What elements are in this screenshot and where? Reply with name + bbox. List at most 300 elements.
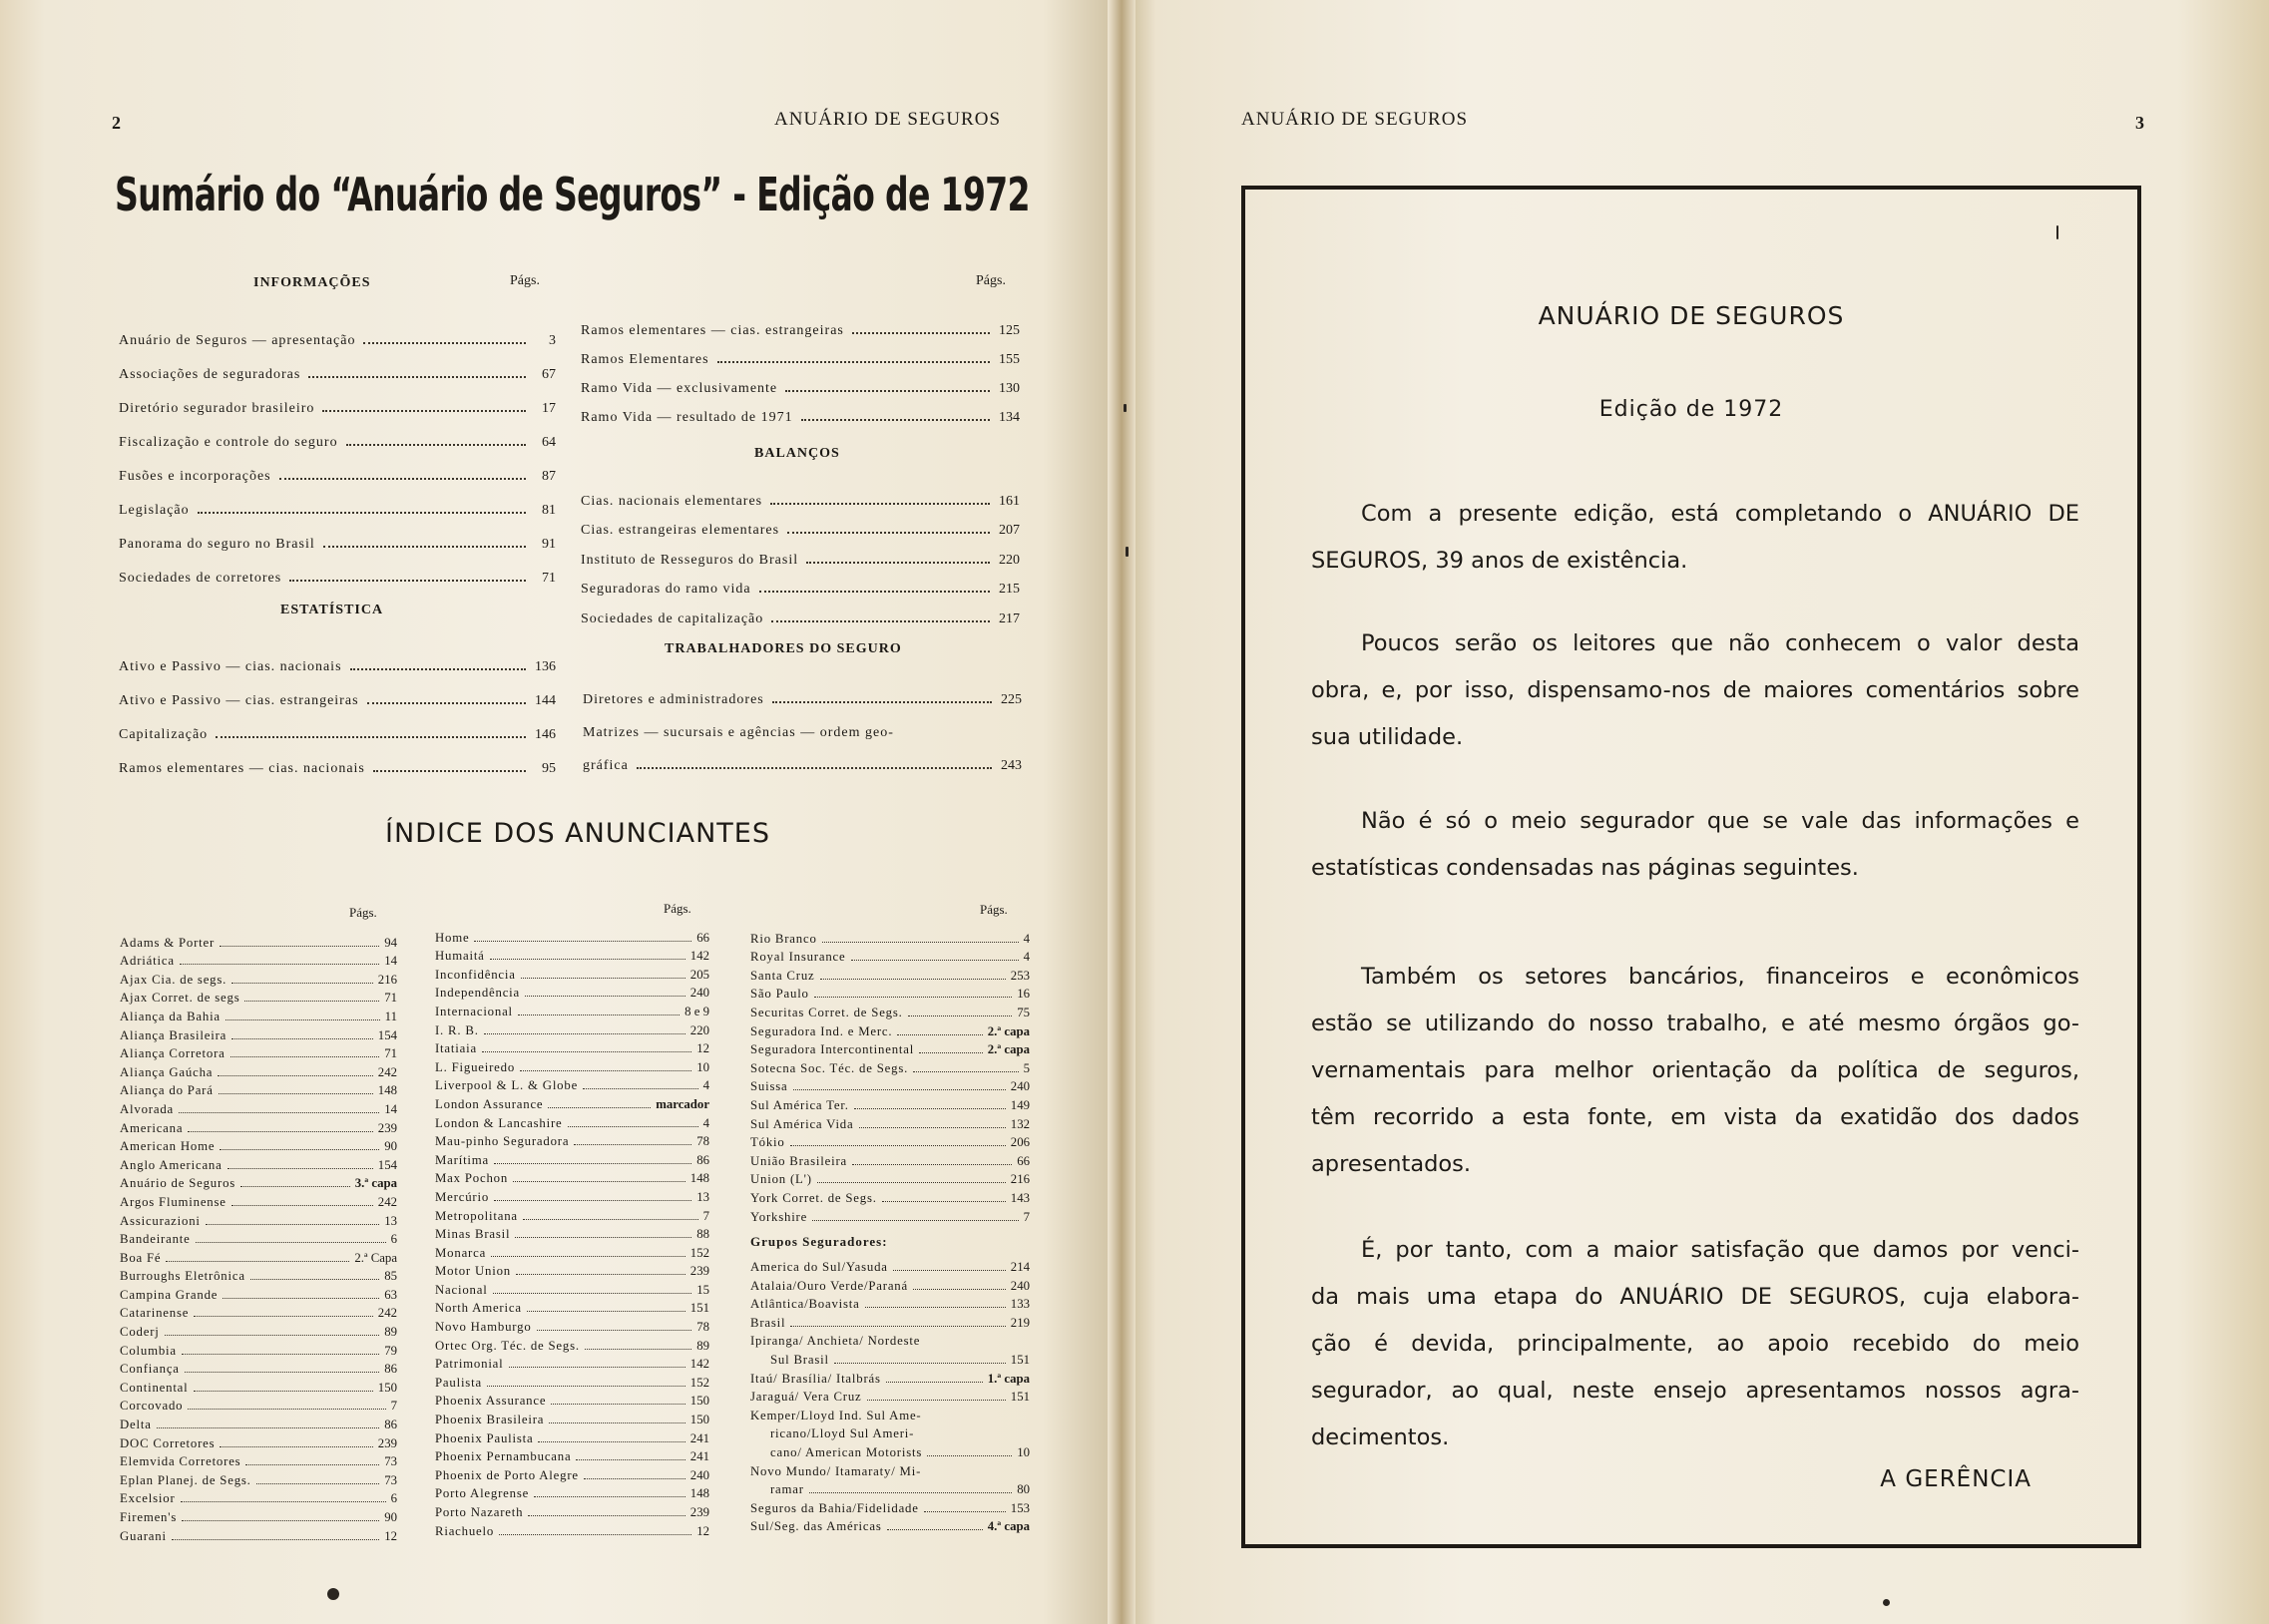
index-entry-label: Phoenix Assurance — [435, 1394, 547, 1409]
paragraph-line: SEGUROS, 39 anos de existência. — [1311, 548, 1688, 574]
toc-entry-label: Ramos elementares — cias. nacionais — [119, 761, 365, 776]
index-entry-page: 13 — [696, 1189, 709, 1204]
toc-entry — [581, 598, 1020, 627]
toc-entry-page: 125 — [999, 323, 1020, 338]
index-entry — [120, 932, 397, 951]
dot-leader — [886, 1382, 983, 1383]
dot-leader — [223, 1298, 379, 1299]
toc-entry-label: gráfica — [583, 758, 629, 773]
dot-leader — [219, 1093, 373, 1094]
dot-leader — [350, 667, 526, 670]
index-entry — [435, 1131, 709, 1150]
dot-leader — [770, 502, 990, 505]
index-entry-page: 142 — [689, 949, 709, 964]
index-entry-label: Aliança Brasileira — [120, 1027, 227, 1042]
dot-leader — [865, 1307, 1006, 1308]
index-entry — [750, 1076, 1030, 1095]
index-entry-page: 4 — [1023, 950, 1030, 965]
index-entry — [750, 1423, 1030, 1442]
toc-entry-label: Seguradoras do ramo vida — [581, 582, 751, 597]
index-entry-label: Max Pochon — [435, 1171, 509, 1186]
index-entry-label: Porto Alegrense — [435, 1486, 530, 1501]
index-entry-label: Boa Fé — [120, 1250, 162, 1265]
toc-entry-page: 144 — [535, 693, 556, 708]
index-entry-page: 78 — [696, 1134, 709, 1149]
paragraph-line: Poucos serão os leitores que não conhecem o valor desta — [1361, 630, 2079, 656]
index-entry-label: Sul/Seg. das Américas — [750, 1519, 882, 1534]
paragraph-line: têm recorrido a esta fonte, em vista da exatidão dos dados — [1311, 1104, 2079, 1130]
index-entry-label: I. R. B. — [435, 1022, 479, 1037]
index-entry — [435, 1112, 709, 1131]
index-entry-label: Phoenix Paulista — [435, 1430, 534, 1445]
running-head-left: ANUÁRIO DE SEGUROS — [774, 109, 1002, 130]
paragraph-line: estão se utilizando do nosso trabalho, e até mesmo órgãos go- — [1311, 1011, 2079, 1036]
index-entry-page: 89 — [384, 1325, 397, 1340]
index-entry — [435, 964, 709, 983]
index-entry-label: ramar — [770, 1482, 804, 1497]
index-entry-label: Anuário de Seguros — [120, 1176, 236, 1191]
index-entry-label: Patrimonial — [435, 1357, 504, 1372]
index-entry — [120, 1488, 397, 1507]
dot-leader — [538, 1441, 684, 1442]
index-entry — [435, 1427, 709, 1446]
dot-leader — [182, 1520, 379, 1521]
dot-leader — [363, 341, 526, 344]
index-entry-page: 2.ª capa — [987, 1023, 1030, 1038]
toc-entry — [581, 339, 1020, 368]
index-entry — [435, 1279, 709, 1298]
toc-entry — [119, 315, 556, 349]
index-entry — [750, 1275, 1030, 1294]
index-entry-label: cano/ American Motorists — [770, 1445, 923, 1460]
dot-leader — [166, 1261, 349, 1262]
toc-entry-label: Fusões e incorporações — [119, 469, 271, 484]
index-entry-page: 219 — [1010, 1315, 1030, 1330]
dot-leader — [919, 1052, 983, 1053]
index-entry-page: 7 — [702, 1208, 709, 1223]
index-entry-label: Seguradora Intercontinental — [750, 1042, 915, 1057]
toc-entry — [119, 709, 556, 743]
index-entry — [435, 1520, 709, 1539]
page-title: Sumário do “Anuário de Seguros” - Edição de 1972 — [115, 168, 1030, 221]
index-entry-page: 78 — [696, 1320, 709, 1335]
index-entry-label: Rio Branco — [750, 931, 817, 946]
indice-column-2 — [435, 927, 709, 1539]
index-entry — [750, 1206, 1030, 1225]
index-entry-page: 15 — [696, 1282, 709, 1297]
index-entry-page: 153 — [1010, 1500, 1030, 1515]
toc-entry-page: 91 — [542, 537, 556, 552]
frame-title: ANUÁRIO DE SEGUROS — [1538, 301, 1845, 330]
index-entry-label: Anglo Americana — [120, 1157, 223, 1172]
dot-leader — [487, 1386, 685, 1387]
dot-leader — [367, 701, 526, 704]
dot-leader — [854, 1108, 1006, 1109]
index-entry-page: 241 — [689, 1449, 709, 1464]
index-entry-page: 90 — [384, 1510, 397, 1524]
book-gutter — [1108, 0, 1135, 1624]
index-entry-label: Motor Union — [435, 1264, 511, 1279]
toc-entry-page: 130 — [999, 381, 1020, 396]
dot-leader — [548, 1107, 651, 1108]
index-entry — [435, 946, 709, 965]
index-entry-page: 2.ª capa — [987, 1042, 1030, 1057]
index-entry-label: Corcovado — [120, 1399, 184, 1414]
index-entry-label: Argos Fluminense — [120, 1194, 227, 1209]
index-entry — [435, 1242, 709, 1261]
trabalhadores-list — [583, 675, 1022, 774]
toc-entry-label: Sociedades de corretores — [119, 571, 282, 586]
dot-leader — [551, 1404, 684, 1405]
toc-entry — [581, 539, 1020, 569]
index-entry-label: Minas Brasil — [435, 1227, 511, 1242]
dot-leader — [637, 766, 992, 769]
index-entry-page: 239 — [377, 1120, 397, 1135]
index-entry-page: 94 — [384, 935, 397, 950]
index-entry — [120, 1191, 397, 1210]
index-entry-page: 241 — [689, 1430, 709, 1445]
dot-leader — [206, 1224, 379, 1225]
toc-entry-page: 87 — [542, 469, 556, 484]
dot-leader — [172, 1539, 379, 1540]
dot-leader — [537, 1330, 692, 1331]
index-entry-label: Sotecna Soc. Téc. de Segs. — [750, 1060, 909, 1075]
dot-leader — [245, 1464, 379, 1465]
toc-entry-page: 136 — [535, 659, 556, 674]
index-entry-page: 73 — [384, 1472, 397, 1487]
toc-entry-label: Fiscalização e controle do seguro — [119, 435, 338, 450]
index-entry-page: 10 — [696, 1059, 709, 1074]
dot-leader — [549, 1422, 685, 1423]
index-entry — [750, 1002, 1030, 1020]
dot-leader — [499, 1534, 691, 1535]
dot-leader — [924, 1511, 1006, 1512]
indice-column-1 — [120, 932, 397, 1544]
index-entry-page: 75 — [1017, 1005, 1030, 1019]
index-entry — [750, 965, 1030, 984]
index-entry-page: 151 — [1010, 1390, 1030, 1405]
dot-leader — [568, 1126, 698, 1127]
index-entry-label: Mau-pinho Seguradora — [435, 1134, 570, 1149]
dot-leader — [231, 1205, 373, 1206]
index-entry-page: 73 — [384, 1454, 397, 1469]
index-entry — [435, 1335, 709, 1354]
ramos-list — [581, 310, 1020, 426]
pags-label: Págs. — [976, 273, 1006, 288]
toc-entry-page: 161 — [999, 493, 1020, 509]
toc-entry-label: Associações de seguradoras — [119, 367, 301, 382]
index-entry-label: Novo Mundo/ Itamaraty/ Mi- — [750, 1463, 922, 1478]
index-entry-label: Santa Cruz — [750, 968, 815, 983]
dot-leader — [801, 418, 990, 421]
index-entry — [750, 1460, 1030, 1479]
toc-entry-page: 67 — [542, 367, 556, 382]
dot-leader — [256, 1483, 380, 1484]
index-entry-label: Jaraguá/ Vera Cruz — [750, 1390, 862, 1405]
index-entry-label: Seguros da Bahia/Fidelidade — [750, 1500, 919, 1515]
dot-leader — [790, 1145, 1006, 1146]
index-entry — [435, 1316, 709, 1335]
dot-leader — [834, 1363, 1006, 1364]
toc-entry-page: 71 — [542, 571, 556, 586]
index-entry-label: Sul Brasil — [770, 1353, 829, 1368]
index-entry-label: Kemper/Lloyd Ind. Sul Ame- — [750, 1408, 922, 1422]
index-entry — [120, 1359, 397, 1378]
dot-leader — [793, 1089, 1006, 1090]
index-entry-label: Aliança Corretora — [120, 1046, 226, 1061]
index-entry-label: America do Sul/Yasuda — [750, 1260, 888, 1275]
paragraph-line: Não é só o meio segurador que se vale das informações e — [1361, 808, 2079, 834]
index-entry-page: 12 — [384, 1528, 397, 1543]
index-entry-page: 148 — [377, 1083, 397, 1098]
toc-entry — [119, 451, 556, 485]
index-entry-label: Home — [435, 930, 470, 945]
index-entry — [750, 1132, 1030, 1151]
index-entry — [435, 1391, 709, 1410]
index-entry-page: 66 — [696, 930, 709, 945]
toc-entry-label: Cias. estrangeiras elementares — [581, 523, 780, 538]
index-entry-page: 143 — [1010, 1190, 1030, 1205]
index-entry-label: Liverpool & L. & Globe — [435, 1078, 579, 1093]
index-entry — [750, 947, 1030, 966]
index-entry — [120, 1469, 397, 1488]
index-entry-page: 240 — [1010, 1278, 1030, 1293]
index-entry-page: 16 — [1017, 987, 1030, 1002]
index-entry-label: Phoenix de Porto Alegre — [435, 1467, 579, 1482]
index-entry-label: Coderj — [120, 1325, 160, 1340]
index-entry-page: 151 — [1010, 1353, 1030, 1368]
index-entry-label: Firemen's — [120, 1510, 178, 1524]
estatistica-list — [119, 641, 556, 777]
toc-entry-label: Diretório segurador brasileiro — [119, 401, 315, 416]
dot-leader — [373, 769, 526, 772]
running-head-right: ANUÁRIO DE SEGUROS — [1241, 109, 1469, 130]
dot-leader — [520, 1070, 691, 1071]
toc-entry-page: 146 — [535, 727, 556, 742]
dot-leader — [323, 545, 526, 548]
dot-leader — [279, 477, 526, 480]
index-entry-label: Internacional — [435, 1004, 513, 1018]
index-entry-page: 4 — [702, 1115, 709, 1130]
index-entry-label: Ipiranga/ Anchieta/ Nordeste — [750, 1334, 921, 1349]
index-entry — [120, 1396, 397, 1415]
index-entry-page: 2.ª Capa — [354, 1250, 397, 1265]
dot-leader — [913, 1289, 1006, 1290]
index-entry — [120, 1303, 397, 1322]
index-entry — [750, 1368, 1030, 1387]
index-entry — [120, 1154, 397, 1173]
index-entry-label: Continental — [120, 1380, 189, 1395]
trabalhadores-heading: TRABALHADORES DO SEGURO — [665, 641, 902, 656]
index-entry — [750, 1020, 1030, 1039]
index-entry-label: York Corret. de Segs. — [750, 1190, 877, 1205]
index-entry — [750, 1294, 1030, 1313]
toc-entry-label: Diretores e administradores — [583, 692, 764, 707]
index-entry — [120, 1117, 397, 1136]
index-entry — [750, 1039, 1030, 1058]
dot-leader — [852, 331, 990, 334]
index-entry — [120, 1080, 397, 1099]
dot-leader — [887, 1529, 983, 1530]
index-entry-page: 205 — [689, 967, 709, 982]
dot-leader — [771, 619, 990, 622]
dot-leader — [494, 1200, 691, 1201]
dot-leader — [790, 1326, 1005, 1327]
toc-entry — [119, 675, 556, 709]
dot-leader — [185, 1372, 379, 1373]
index-entry-page: 239 — [377, 1435, 397, 1450]
dot-leader — [196, 1242, 386, 1243]
toc-entry-label: Capitalização — [119, 727, 209, 742]
toc-entry-label: Ativo e Passivo — cias. estrangeiras — [119, 693, 359, 708]
index-entry-page: 86 — [696, 1152, 709, 1167]
index-entry — [120, 1136, 397, 1155]
ink-speck — [1124, 404, 1127, 412]
index-entry-page: 14 — [384, 954, 397, 969]
toc-entry — [119, 485, 556, 519]
index-entry-label: Ortec Org. Téc. de Segs. — [435, 1338, 580, 1353]
dot-leader — [322, 409, 526, 412]
paragraph-line: estatísticas condensadas nas páginas seguintes. — [1311, 855, 1859, 881]
index-entry-page: 253 — [1010, 968, 1030, 983]
index-entry-label: Aliança do Pará — [120, 1083, 214, 1098]
dot-leader — [859, 1127, 1006, 1128]
toc-entry-page: 17 — [542, 401, 556, 416]
index-entry-page: 89 — [696, 1338, 709, 1353]
balancos-heading: BALANÇOS — [754, 446, 840, 461]
dot-leader — [913, 1071, 1018, 1072]
toc-entry-page: 64 — [542, 435, 556, 450]
index-entry-label: Aliança Gaúcha — [120, 1064, 214, 1079]
index-entry — [120, 1321, 397, 1340]
toc-entry — [581, 569, 1020, 599]
dot-leader — [474, 941, 691, 942]
foreword-paragraph — [1311, 954, 2079, 1188]
index-entry-label: North America — [435, 1301, 522, 1316]
dot-leader — [231, 983, 373, 984]
toc-entry-label: Legislação — [119, 503, 190, 518]
toc-entry — [581, 397, 1020, 426]
foreword-frame — [1241, 186, 2141, 1548]
index-entry-label: London & Lancashire — [435, 1115, 563, 1130]
dot-leader — [194, 1316, 373, 1317]
toc-entry-page: 220 — [999, 552, 1020, 568]
index-entry — [750, 1257, 1030, 1276]
index-entry — [750, 1479, 1030, 1498]
index-entry — [435, 1483, 709, 1502]
index-entry-page: 86 — [384, 1418, 397, 1432]
dot-leader — [230, 1056, 380, 1057]
index-entry-page: 154 — [377, 1157, 397, 1172]
index-entry — [120, 1210, 397, 1229]
foreword-paragraph — [1311, 491, 2079, 585]
dot-leader — [490, 959, 685, 960]
paragraph-line: decimentos. — [1311, 1424, 1450, 1450]
index-entry-page: 6 — [390, 1232, 397, 1247]
dot-leader — [515, 1237, 691, 1238]
dot-leader — [852, 1164, 1012, 1165]
index-entry-label: Novo Hamburgo — [435, 1320, 532, 1335]
signature: A GERÊNCIA — [1880, 1466, 2032, 1492]
index-entry-page: 240 — [689, 1467, 709, 1482]
dot-leader — [820, 979, 1006, 980]
index-entry-label: União Brasileira — [750, 1153, 848, 1168]
index-entry-page: 239 — [689, 1264, 709, 1279]
index-entry — [750, 1187, 1030, 1206]
dot-leader — [226, 1019, 380, 1020]
index-entry — [435, 1372, 709, 1391]
index-entry-label: Inconfidência — [435, 967, 516, 982]
index-entry-label: Assicurazioni — [120, 1213, 201, 1228]
index-entry-label: Eplan Planej. de Segs. — [120, 1472, 251, 1487]
index-entry-label: Monarca — [435, 1245, 487, 1260]
index-entry-page: 5 — [1023, 1060, 1030, 1075]
toc-entry-page: 134 — [999, 410, 1020, 425]
index-entry — [750, 1113, 1030, 1132]
index-entry-label: Elemvida Corretores — [120, 1454, 241, 1469]
index-entry-page: 142 — [689, 1357, 709, 1372]
index-entry — [435, 1093, 709, 1112]
index-entry-page: 7 — [1023, 1209, 1030, 1224]
dot-leader — [179, 1112, 379, 1113]
index-entry — [435, 1464, 709, 1483]
index-entry — [120, 1061, 397, 1080]
toc-entry — [119, 349, 556, 383]
page-number-right: 3 — [2135, 113, 2144, 133]
paragraph-line: Também os setores bancários, financeiros e econômicos — [1361, 964, 2079, 990]
index-entry-page: 133 — [1010, 1297, 1030, 1312]
dot-leader — [897, 1034, 982, 1035]
index-entry-page: 242 — [377, 1064, 397, 1079]
index-entry-page: 6 — [390, 1491, 397, 1506]
dot-leader — [513, 1181, 685, 1182]
indice-pags: Págs. — [980, 902, 1008, 917]
index-entry-label: Catarinense — [120, 1306, 190, 1321]
index-entry — [435, 1056, 709, 1075]
paragraph-line: ção é devida, principalmente, ao apoio recebido do meio — [1311, 1331, 2079, 1357]
index-entry-label: Adams & Porter — [120, 935, 216, 950]
index-entry — [435, 1075, 709, 1094]
index-entry-label: Suissa — [750, 1079, 788, 1094]
index-entry-page: 216 — [377, 972, 397, 987]
index-entry-page: 71 — [384, 991, 397, 1006]
index-entry — [435, 1224, 709, 1243]
index-entry-label: Nacional — [435, 1282, 488, 1297]
index-entry-page: 214 — [1010, 1260, 1030, 1275]
dot-leader — [509, 1367, 685, 1368]
toc-entry — [581, 510, 1020, 540]
dot-leader — [809, 1492, 1012, 1493]
index-entry-label: Marítima — [435, 1152, 490, 1167]
toc-entry-page: 3 — [549, 333, 556, 348]
toc-entry — [583, 741, 1022, 774]
toc-entry-page: 217 — [999, 610, 1020, 626]
index-entry — [120, 1006, 397, 1024]
index-entry-label: Independência — [435, 986, 521, 1001]
index-entry — [120, 1266, 397, 1285]
paragraph-line: sua utilidade. — [1311, 724, 1464, 750]
dot-leader — [534, 1496, 685, 1497]
dot-leader — [785, 389, 990, 392]
dot-leader — [787, 531, 990, 534]
informacoes-list — [119, 315, 556, 587]
index-entry — [435, 1409, 709, 1427]
index-entry-label: Riachuelo — [435, 1523, 495, 1538]
index-entry-page: 8 e 9 — [684, 1004, 709, 1018]
index-entry-page: 10 — [1017, 1445, 1030, 1460]
dot-leader — [528, 1515, 684, 1516]
dot-leader — [817, 1182, 1006, 1183]
